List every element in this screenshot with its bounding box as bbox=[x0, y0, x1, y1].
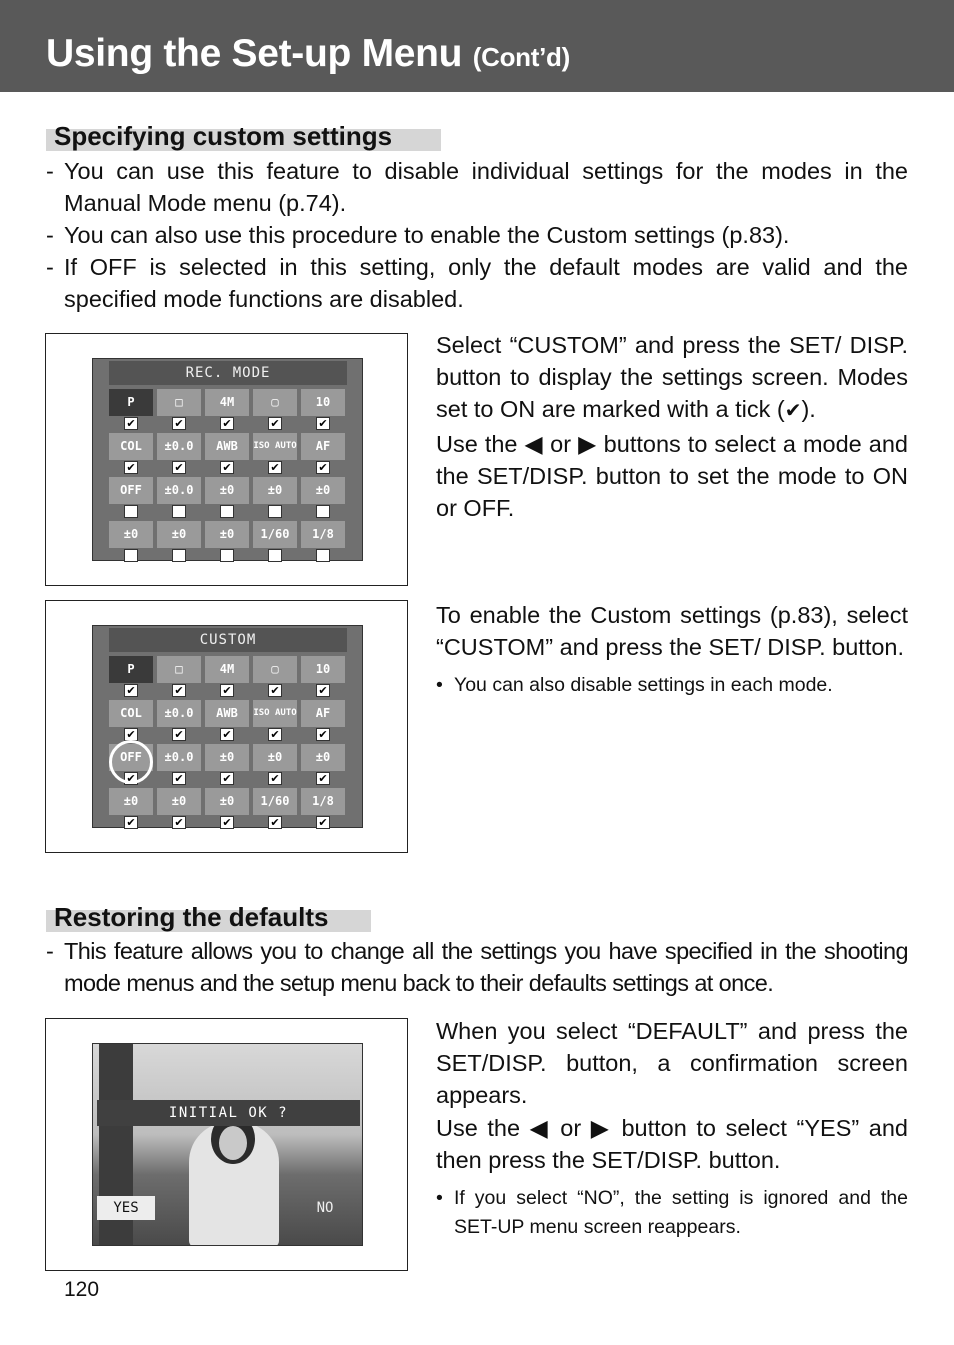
tick-box bbox=[316, 505, 330, 518]
mode-cell: ▢ bbox=[253, 389, 297, 416]
section-heading-custom bbox=[46, 121, 441, 151]
tick-box: ✔ bbox=[316, 417, 330, 430]
page-title-suffix: (Cont’d) bbox=[472, 42, 570, 72]
mode-cell: 1/60 bbox=[253, 521, 297, 548]
tick-box: ✔ bbox=[220, 684, 234, 697]
mode-cell: ▢ bbox=[253, 656, 297, 683]
tick-box: ✔ bbox=[316, 461, 330, 474]
tick-box bbox=[268, 505, 282, 518]
mode-cell: 1/8 bbox=[301, 788, 345, 815]
mode-cell: □ bbox=[157, 389, 201, 416]
yes-option: YES bbox=[97, 1196, 155, 1220]
tick-box: ✔ bbox=[172, 772, 186, 785]
mode-cell: 4M bbox=[205, 656, 249, 683]
mode-cell: AWB bbox=[205, 433, 249, 460]
text-select-custom bbox=[436, 329, 908, 524]
tick-box: ✔ bbox=[172, 461, 186, 474]
note: • You can also disable settings in each mode. bbox=[436, 671, 908, 700]
mode-cell: ±0.0 bbox=[157, 433, 201, 460]
mode-cell: 1/8 bbox=[301, 521, 345, 548]
paragraph: To enable the Custom settings (p.83), select “CUSTOM” and press the SET/ DISP. button. bbox=[436, 602, 908, 661]
tick-box bbox=[124, 505, 138, 518]
tick-box bbox=[172, 505, 186, 518]
tick-box: ✔ bbox=[316, 684, 330, 697]
tick-box bbox=[316, 549, 330, 562]
tick-box: ✔ bbox=[172, 728, 186, 741]
mode-cell: ±0 bbox=[157, 788, 201, 815]
tick-box: ✔ bbox=[172, 417, 186, 430]
mode-cell: P bbox=[109, 389, 153, 416]
no-option: NO bbox=[316, 1200, 334, 1216]
tick-box: ✔ bbox=[268, 816, 282, 829]
paragraph: Use the ◀ or ▶ button to select “YES” and then press the SET/DISP. button. bbox=[436, 1114, 908, 1173]
section-heading-defaults bbox=[46, 902, 371, 932]
mode-cell: ±0 bbox=[253, 477, 297, 504]
list-item: - If OFF is selected in this setting, only the default modes are valid and the specified mode functions are disabled. bbox=[44, 251, 908, 315]
text-enable-custom bbox=[436, 599, 908, 700]
tick-box: ✔ bbox=[220, 728, 234, 741]
tick-box: ✔ bbox=[316, 728, 330, 741]
list-item: - You can also use this procedure to enable the Custom settings (p.83). bbox=[44, 219, 908, 251]
figure-custom bbox=[45, 600, 408, 853]
tick-box: ✔ bbox=[316, 772, 330, 785]
tick-box: ✔ bbox=[220, 417, 234, 430]
tick-box: ✔ bbox=[220, 461, 234, 474]
tick-box bbox=[268, 549, 282, 562]
tick-box: ✔ bbox=[172, 816, 186, 829]
mode-cell: ±0 bbox=[157, 521, 201, 548]
tick-box: ✔ bbox=[268, 728, 282, 741]
mode-cell: □ bbox=[157, 656, 201, 683]
mode-cell: AWB bbox=[205, 700, 249, 727]
camera-screen-custom bbox=[92, 625, 363, 828]
page-title-main: Using the Set-up Menu bbox=[46, 32, 463, 75]
mode-cell: AF bbox=[301, 700, 345, 727]
mode-cell: ±0.0 bbox=[157, 477, 201, 504]
mode-cell: ±0 bbox=[205, 521, 249, 548]
mode-cell: ±0 bbox=[301, 477, 345, 504]
tick-box: ✔ bbox=[124, 816, 138, 829]
tick-box: ✔ bbox=[268, 684, 282, 697]
mode-cell: ±0 bbox=[301, 744, 345, 771]
camera-screen-photo bbox=[92, 1043, 363, 1246]
list-item: - You can use this feature to disable individual settings for the modes in the Manual Mode menu (p.74). bbox=[44, 155, 908, 219]
dialog-title: INITIAL OK ? bbox=[97, 1100, 360, 1126]
mode-cell: ISO AUTO bbox=[253, 700, 297, 727]
tick-box: ✔ bbox=[124, 684, 138, 697]
mode-cell: ±0 bbox=[109, 521, 153, 548]
tick-box: ✔ bbox=[124, 772, 138, 785]
tick-box bbox=[220, 549, 234, 562]
text-line: Select “CUSTOM” and press the SET/ DISP. button to display the settings screen. Modes set to ON are marked with a tick ( bbox=[436, 332, 908, 423]
person-face bbox=[219, 1126, 247, 1160]
text-default bbox=[436, 1015, 908, 1242]
mode-cell: OFF bbox=[109, 477, 153, 504]
tick-icon: ✔ bbox=[784, 400, 802, 423]
section-heading-defaults-text: Restoring the defaults bbox=[54, 902, 329, 932]
mode-cell: 10 bbox=[301, 656, 345, 683]
figure-initial-ok bbox=[45, 1018, 408, 1271]
tick-box: ✔ bbox=[316, 816, 330, 829]
tick-box bbox=[220, 505, 234, 518]
mode-cell: ±0 bbox=[253, 744, 297, 771]
screen-title: CUSTOM bbox=[109, 628, 347, 652]
mode-cell: COL bbox=[109, 433, 153, 460]
tick-box: ✔ bbox=[172, 684, 186, 697]
mode-cell: ±0 bbox=[205, 477, 249, 504]
paragraph bbox=[436, 329, 908, 428]
mode-cell: OFF bbox=[109, 744, 153, 771]
page-title bbox=[46, 30, 570, 81]
tick-box bbox=[172, 549, 186, 562]
tick-box: ✔ bbox=[124, 417, 138, 430]
tick-box: ✔ bbox=[220, 772, 234, 785]
mode-cell: 10 bbox=[301, 389, 345, 416]
camera-screen-rec-mode bbox=[92, 358, 363, 561]
paragraph: Use the ◀ or ▶ buttons to select a mode and the SET/DISP. button to set the mode to ON or OFF. bbox=[436, 430, 908, 522]
mode-cell: 1/60 bbox=[253, 788, 297, 815]
mode-cell: ±0.0 bbox=[157, 700, 201, 727]
tick-box bbox=[124, 549, 138, 562]
mode-cell: ±0 bbox=[109, 788, 153, 815]
tick-box: ✔ bbox=[124, 461, 138, 474]
mode-cell: ±0 bbox=[205, 788, 249, 815]
page-number: 120 bbox=[64, 1278, 100, 1301]
tick-box: ✔ bbox=[220, 816, 234, 829]
defaults-list bbox=[44, 935, 908, 999]
mode-cell: ±0.0 bbox=[157, 744, 201, 771]
note: • If you select “NO”, the setting is ignored and the SET-UP menu screen reappears. bbox=[436, 1184, 908, 1242]
mode-cell: COL bbox=[109, 700, 153, 727]
selection-ring bbox=[109, 740, 153, 784]
paragraph: When you select “DEFAULT” and press the SET/DISP. button, a confirmation screen appears. bbox=[436, 1018, 908, 1109]
section-heading-custom-text: Specifying custom settings bbox=[54, 121, 393, 151]
tick-box: ✔ bbox=[124, 728, 138, 741]
mode-cell: ISO AUTO bbox=[253, 433, 297, 460]
mode-cell: ±0 bbox=[205, 744, 249, 771]
custom-settings-list bbox=[44, 155, 908, 315]
mode-cell: AF bbox=[301, 433, 345, 460]
screen-title: REC. MODE bbox=[109, 361, 347, 385]
figure-rec-mode bbox=[45, 333, 408, 586]
list-item: - This feature allows you to change all the settings you have specified in the shooting mode menus and the setup menu back to their defaults settings at once. bbox=[44, 935, 908, 999]
tick-box: ✔ bbox=[268, 772, 282, 785]
text-line: ). bbox=[801, 396, 816, 423]
mode-cell: 4M bbox=[205, 389, 249, 416]
tick-box: ✔ bbox=[268, 461, 282, 474]
mode-cell: P bbox=[109, 656, 153, 683]
tick-box: ✔ bbox=[268, 417, 282, 430]
